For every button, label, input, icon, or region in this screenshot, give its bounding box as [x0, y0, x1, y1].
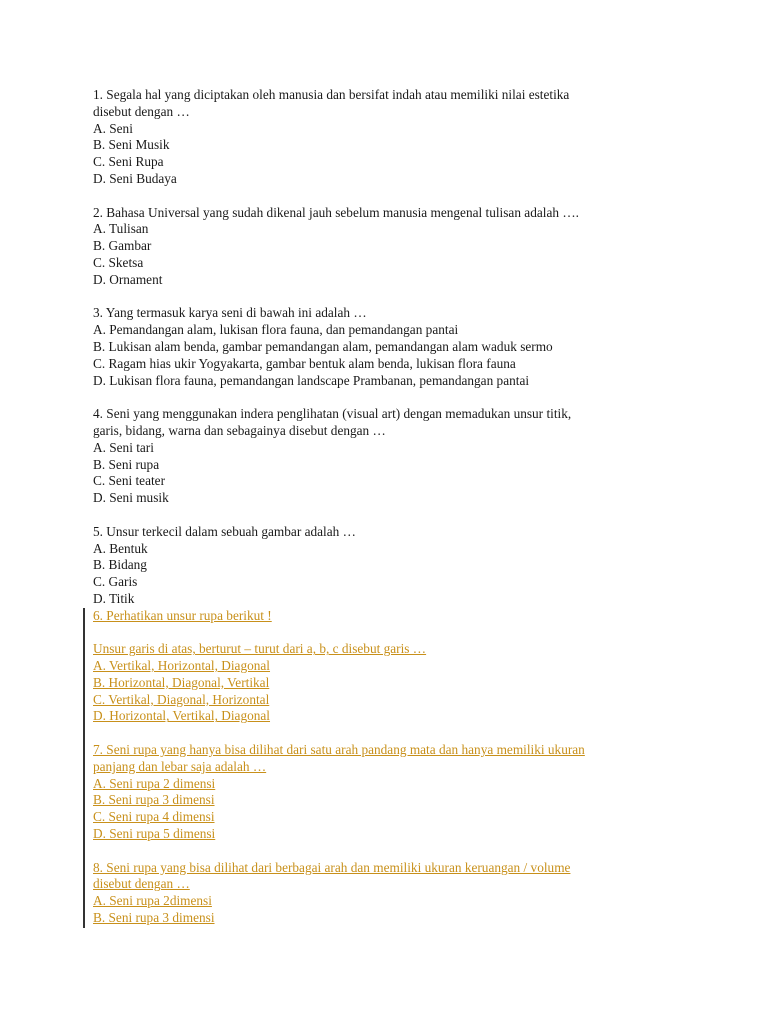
answer-option: A. Seni [93, 120, 133, 136]
answer-option: B. Bidang [93, 557, 147, 573]
question-stem: 1. Segala hal yang diciptakan oleh manusia dan bersifat indah atau memiliki nilai estetika [93, 87, 570, 102]
answer-option: C. Seni teater [93, 473, 166, 489]
answer-option: C. Ragam hias ukir Yogyakarta, gambar bentuk alam benda, lukisan flora fauna [93, 355, 516, 371]
question-stem: panjang dan lebar saja adalah … [93, 758, 267, 774]
question-2 [93, 205, 693, 289]
answer-option: B. Seni rupa 3 dimensi [93, 792, 215, 808]
paragraph-gap [93, 625, 693, 642]
answer-option: C. Seni rupa 4 dimensi [93, 809, 215, 825]
question-stem: 7. Seni rupa yang hanya bisa dilihat dari satu arah pandang mata dan hanya memiliki ukuran [93, 742, 585, 758]
paragraph-gap [93, 843, 693, 860]
answer-option: B. Horizontal, Diagonal, Vertikal [93, 674, 270, 690]
question-stem: 5. Unsur terkecil dalam sebuah gambar adalah … [93, 523, 356, 539]
question-stem: disebut dengan … [93, 876, 190, 892]
answer-option: C. Vertikal, Diagonal, Horizontal [93, 691, 270, 707]
question-6 [93, 608, 693, 726]
answer-option: D. Ornament [93, 271, 163, 287]
question-stem: 2. Bahasa Universal yang sudah dikenal jauh sebelum manusia mengenal tulisan adalah …. [93, 204, 579, 220]
answer-option: D. Horizontal, Vertikal, Diagonal [93, 708, 271, 724]
answer-option: C. Sketsa [93, 254, 144, 270]
answer-option: D. Seni Budaya [93, 170, 177, 186]
tracked-change-bar [83, 608, 85, 928]
answer-option: A. Tulisan [93, 221, 149, 237]
document-body [93, 87, 693, 927]
question-4 [93, 406, 693, 507]
answer-option: D. Lukisan flora fauna, pemandangan landscape Prambanan, pemandangan pantai [93, 372, 530, 388]
answer-option: C. Garis [93, 574, 138, 590]
paragraph-gap [93, 389, 693, 406]
question-stem: 3. Yang termasuk karya seni di bawah ini adalah … [93, 305, 367, 321]
answer-option: D. Titik [93, 590, 135, 606]
answer-option: A. Seni rupa 2dimensi [93, 893, 212, 909]
question-stem: Unsur garis di atas, berturut – turut dari a, b, c disebut garis … [93, 641, 427, 657]
answer-option: D. Seni rupa 5 dimensi [93, 826, 216, 842]
question-7 [93, 742, 693, 843]
answer-option: B. Lukisan alam benda, gambar pemandangan alam, pemandangan alam waduk sermo [93, 338, 553, 354]
paragraph-gap [93, 507, 693, 524]
answer-option: B. Seni rupa [93, 456, 160, 472]
answer-option: B. Seni Musik [93, 137, 170, 153]
answer-option: A. Vertikal, Horizontal, Diagonal [93, 658, 271, 674]
paragraph-gap [93, 188, 693, 205]
answer-option: A. Pemandangan alam, lukisan flora fauna, dan pemandangan pantai [93, 322, 459, 338]
question-5 [93, 524, 693, 608]
answer-option: B. Gambar [93, 238, 152, 254]
answer-option: D. Seni musik [93, 490, 169, 506]
question-8 [93, 860, 693, 927]
answer-option: C. Seni Rupa [93, 154, 164, 170]
question-stem: 4. Seni yang menggunakan indera penglihatan (visual art) dengan memadukan unsur titik, [93, 406, 572, 422]
answer-option: A. Seni rupa 2 dimensi [93, 775, 216, 791]
question-1 [93, 87, 693, 188]
answer-option: A. Bentuk [93, 540, 148, 556]
paragraph-gap [93, 289, 693, 306]
question-stem: garis, bidang, warna dan sebagainya disebut dengan … [93, 422, 386, 438]
answer-option: B. Seni rupa 3 dimensi [93, 910, 215, 926]
answer-option: A. Seni tari [93, 439, 154, 455]
question-stem: disebut dengan … [93, 103, 190, 119]
paragraph-gap [93, 725, 693, 742]
question-stem: 8. Seni rupa yang bisa dilihat dari berbagai arah dan memiliki ukuran keruangan / volume [93, 859, 571, 875]
question-3 [93, 305, 693, 389]
question-intro: 6. Perhatikan unsur rupa berikut ! [93, 607, 272, 623]
